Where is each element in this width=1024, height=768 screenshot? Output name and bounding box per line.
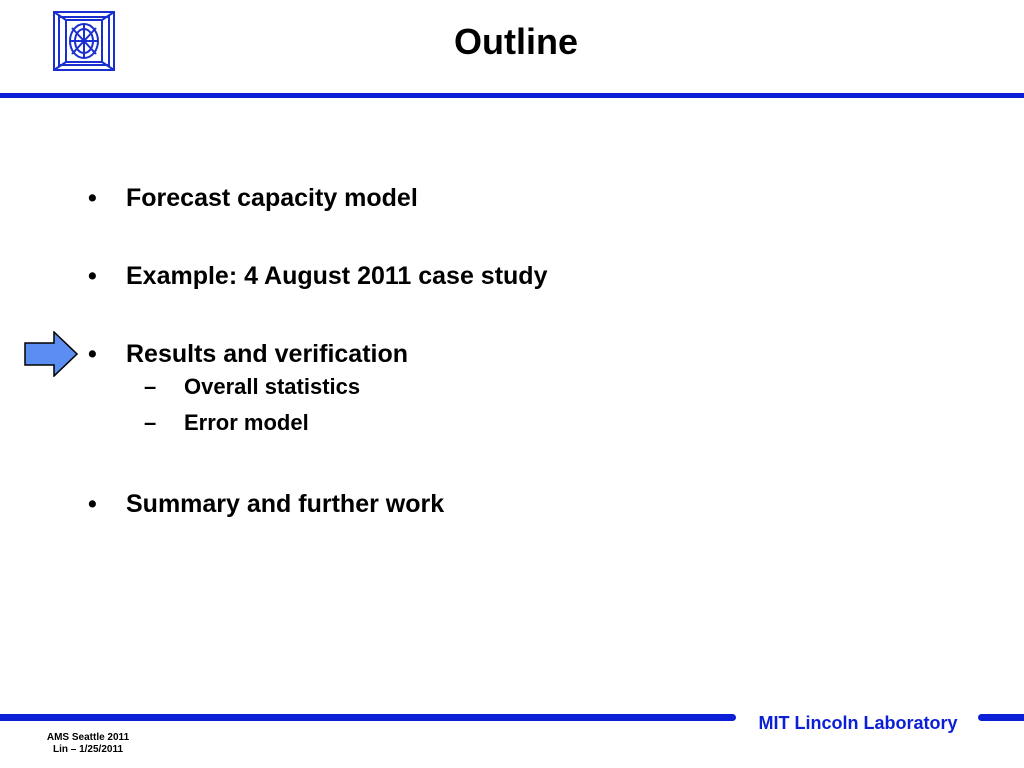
arrow-right-icon [24, 331, 78, 377]
title-divider [0, 93, 1024, 98]
outline-subitem-label: Error model [184, 410, 309, 435]
sub-dash: – [144, 374, 157, 399]
bullet: • [88, 490, 97, 518]
page-title: Outline [454, 21, 578, 62]
footer-note [28, 732, 148, 756]
outline-item [88, 178, 968, 256]
bullet: • [88, 262, 97, 290]
outline-list [88, 178, 968, 562]
outline-subitem [144, 372, 644, 402]
outline-subitem-label: Overall statistics [184, 374, 361, 399]
outline-item-label: Summary and further work [126, 490, 445, 518]
bullet: • [88, 340, 97, 368]
footer-author-date: Lin – 1/25/2011 [52, 744, 124, 755]
sub-dash: – [144, 410, 157, 435]
footer-rule-left [0, 714, 736, 721]
outline-item [88, 484, 968, 562]
outline-item-label: Example: 4 August 2011 case study [126, 262, 548, 290]
footer-event: AMS Seattle 2011 [46, 732, 130, 743]
outline-item [88, 256, 968, 334]
outline-subitem [144, 408, 644, 438]
footer-lab-name: MIT Lincoln Laboratory [758, 713, 958, 733]
bullet: • [88, 184, 97, 212]
outline-item-label: Results and verification [126, 340, 409, 368]
outline-item-current [88, 334, 968, 484]
outline-item-label: Forecast capacity model [126, 184, 418, 212]
footer-rule-right [978, 714, 1024, 721]
